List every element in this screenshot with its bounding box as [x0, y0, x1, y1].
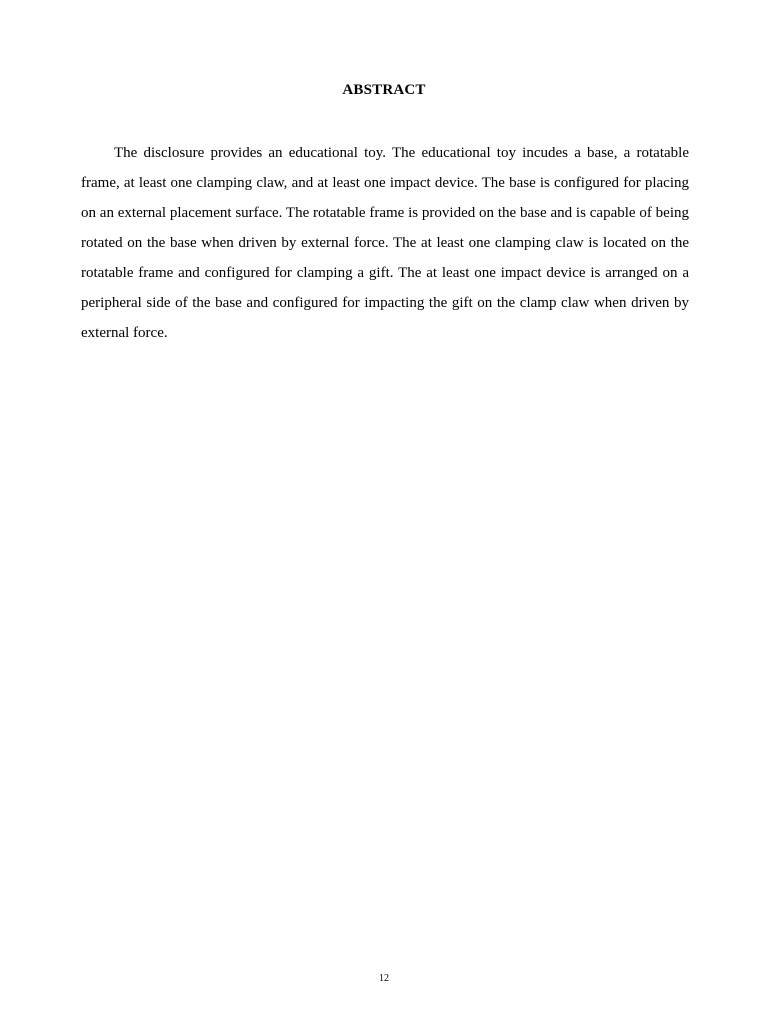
- page-number: 12: [379, 973, 389, 984]
- abstract-heading: ABSTRACT: [342, 82, 426, 98]
- abstract-paragraph: The disclosure provides an educational toy. The educational toy incudes a base, a rotatable frame, at least one clamping claw, and at least one impact device. The base is configured for placing on an external placement surface. The rotatable frame is provided on the base and is capable of being rotated on the base when driven by external force. The at least one clamping claw is located on the rotatable frame and configured for clamping a gift. The at least one impact device is arranged on a peripheral side of the base and configured for impacting the gift on the clamp claw when driven by external force.: [81, 145, 689, 341]
